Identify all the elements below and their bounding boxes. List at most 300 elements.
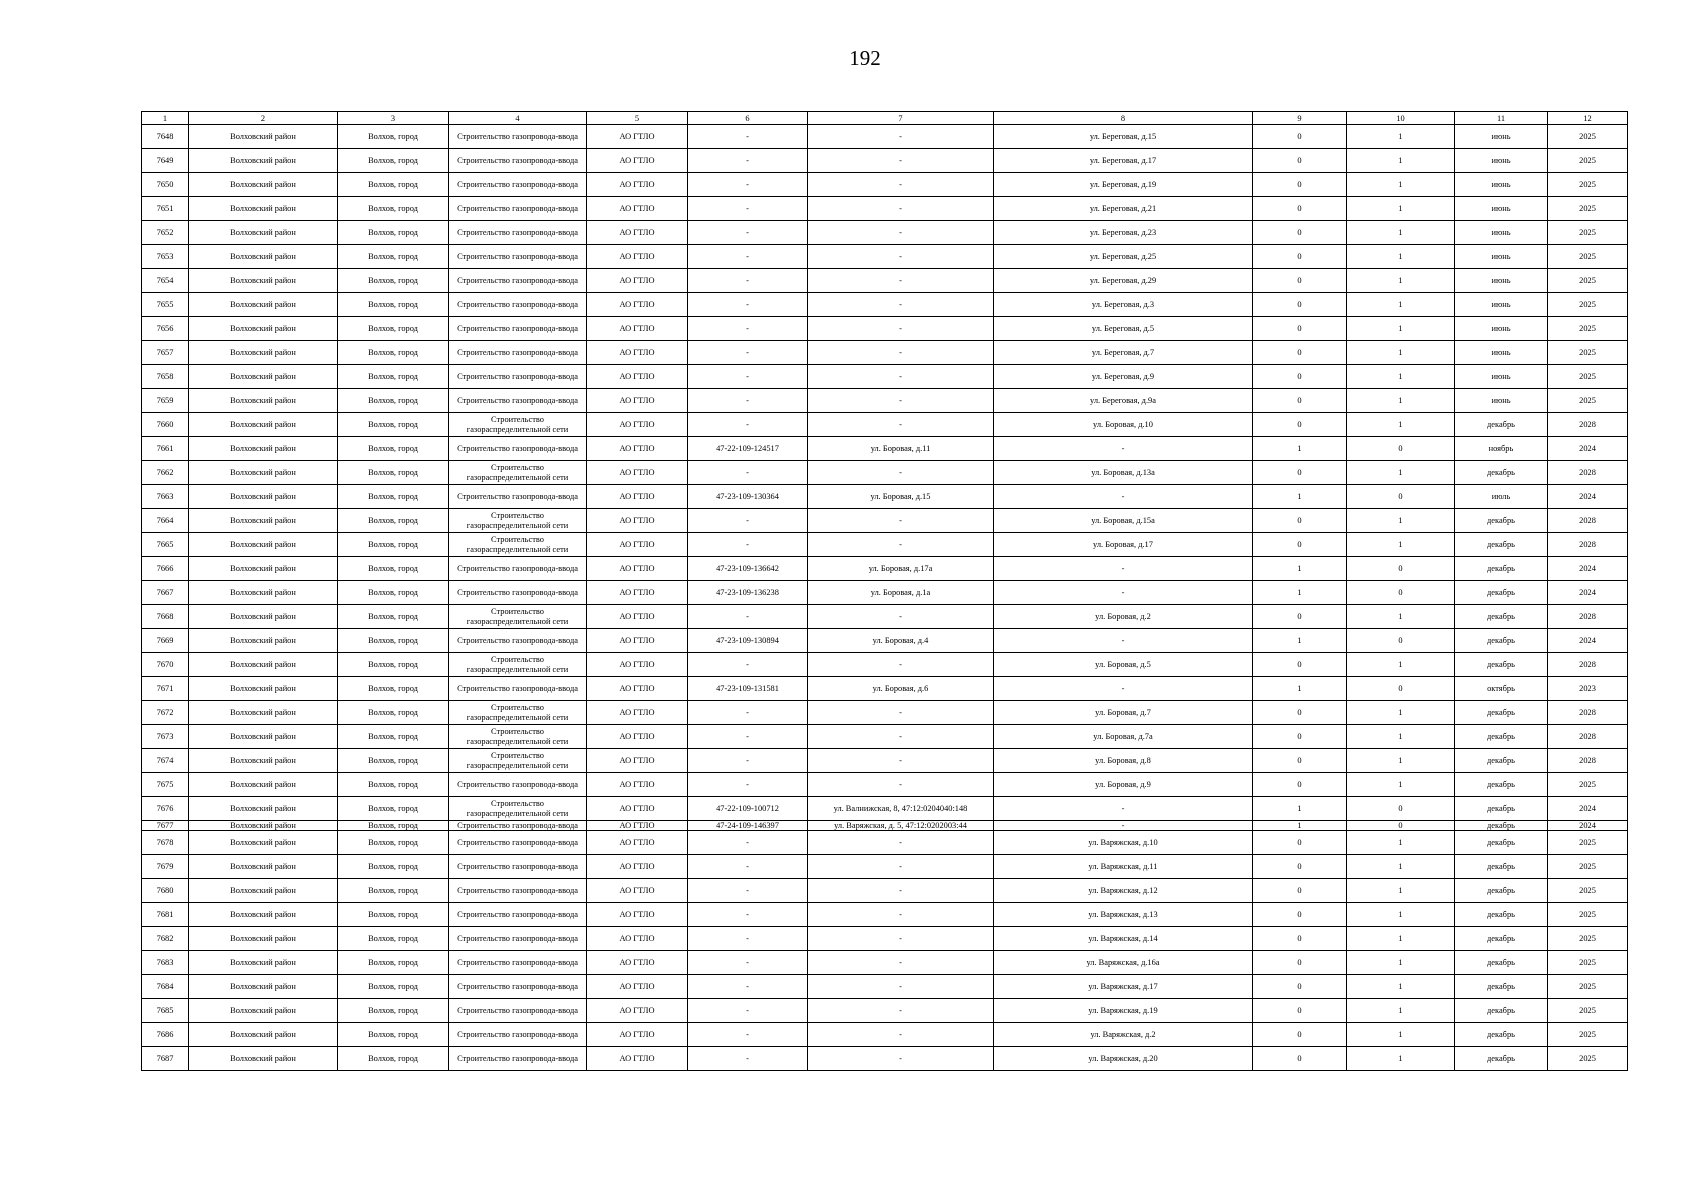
cell-row-number: 7648 (142, 125, 189, 149)
table-row (142, 173, 1628, 197)
cell-count-a: 1 (1253, 557, 1347, 581)
cell-row-number: 7653 (142, 245, 189, 269)
cell-month: июнь (1455, 317, 1548, 341)
table-row (142, 701, 1628, 725)
cell-count-a: 0 (1253, 461, 1347, 485)
cell-count-a: 0 (1253, 701, 1347, 725)
cell-row-number: 7650 (142, 173, 189, 197)
cell-settlement: Волхов, город (338, 653, 449, 677)
cell-year: 2028 (1548, 413, 1628, 437)
cell-permit-number: - (688, 927, 808, 951)
cell-settlement: Волхов, город (338, 1047, 449, 1071)
cell-settlement: Волхов, город (338, 413, 449, 437)
cell-count-b: 1 (1347, 975, 1455, 999)
cell-count-a: 0 (1253, 509, 1347, 533)
cell-address: ул. Варяжская, д.2 (994, 1023, 1253, 1047)
cell-count-a: 0 (1253, 269, 1347, 293)
cell-work-type: Строительство газопровода-ввода (449, 629, 587, 653)
cell-settlement: Волхов, город (338, 773, 449, 797)
cell-year: 2025 (1548, 293, 1628, 317)
cell-row-number: 7674 (142, 749, 189, 773)
cell-permit-number: - (688, 605, 808, 629)
table-row (142, 927, 1628, 951)
table-row (142, 1047, 1628, 1071)
cell-month: декабрь (1455, 855, 1548, 879)
cell-year: 2025 (1548, 855, 1628, 879)
cell-row-number: 7663 (142, 485, 189, 509)
cell-year: 2024 (1548, 629, 1628, 653)
cell-district: Волховский район (189, 293, 338, 317)
cell-address: ул. Варяжская, д.19 (994, 999, 1253, 1023)
table-row (142, 821, 1628, 831)
table-row (142, 149, 1628, 173)
cell-permit-number: - (688, 701, 808, 725)
cell-month: декабрь (1455, 831, 1548, 855)
cell-object-address: ул. Валнижская, 8, 47:12:0204040:148 (808, 797, 994, 821)
cell-object-address: - (808, 999, 994, 1023)
cell-address: ул. Варяжская, д.20 (994, 1047, 1253, 1071)
cell-district: Волховский район (189, 173, 338, 197)
cell-permit-number: - (688, 855, 808, 879)
cell-permit-number: - (688, 293, 808, 317)
column-header: 3 (338, 112, 449, 125)
cell-count-b: 0 (1347, 437, 1455, 461)
cell-address: - (994, 629, 1253, 653)
cell-count-b: 1 (1347, 725, 1455, 749)
cell-district: Волховский район (189, 879, 338, 903)
cell-address: ул. Береговая, д.7 (994, 341, 1253, 365)
cell-settlement: Волхов, город (338, 245, 449, 269)
cell-month: декабрь (1455, 629, 1548, 653)
cell-count-b: 1 (1347, 605, 1455, 629)
cell-permit-number: - (688, 317, 808, 341)
cell-organization: АО ГТЛО (587, 197, 688, 221)
table-row (142, 725, 1628, 749)
cell-row-number: 7656 (142, 317, 189, 341)
cell-row-number: 7672 (142, 701, 189, 725)
table-row (142, 677, 1628, 701)
cell-organization: АО ГТЛО (587, 461, 688, 485)
cell-district: Волховский район (189, 413, 338, 437)
cell-row-number: 7654 (142, 269, 189, 293)
cell-count-b: 1 (1347, 317, 1455, 341)
cell-permit-number: - (688, 999, 808, 1023)
cell-address: - (994, 437, 1253, 461)
cell-count-a: 0 (1253, 365, 1347, 389)
cell-year: 2025 (1548, 999, 1628, 1023)
cell-permit-number: - (688, 413, 808, 437)
cell-organization: АО ГТЛО (587, 485, 688, 509)
cell-district: Волховский район (189, 1047, 338, 1071)
cell-organization: АО ГТЛО (587, 831, 688, 855)
cell-month: декабрь (1455, 821, 1548, 831)
cell-district: Волховский район (189, 653, 338, 677)
cell-object-address: - (808, 293, 994, 317)
cell-organization: АО ГТЛО (587, 413, 688, 437)
cell-district: Волховский район (189, 725, 338, 749)
cell-address: ул. Боровая, д.2 (994, 605, 1253, 629)
cell-district: Волховский район (189, 197, 338, 221)
cell-count-a: 0 (1253, 1023, 1347, 1047)
cell-count-a: 1 (1253, 677, 1347, 701)
cell-work-type: Строительство газопровода-ввода (449, 951, 587, 975)
cell-organization: АО ГТЛО (587, 581, 688, 605)
cell-permit-number: - (688, 245, 808, 269)
cell-work-type: Строительство газораспределительной сети (449, 797, 587, 821)
cell-work-type: Строительство газораспределительной сети (449, 749, 587, 773)
cell-count-b: 1 (1347, 533, 1455, 557)
cell-work-type: Строительство газораспределительной сети (449, 701, 587, 725)
cell-object-address: ул. Боровая, д.15 (808, 485, 994, 509)
cell-row-number: 7664 (142, 509, 189, 533)
cell-year: 2025 (1548, 125, 1628, 149)
cell-object-address: - (808, 125, 994, 149)
cell-permit-number: - (688, 197, 808, 221)
cell-year: 2025 (1548, 221, 1628, 245)
cell-organization: АО ГТЛО (587, 173, 688, 197)
cell-row-number: 7660 (142, 413, 189, 437)
cell-organization: АО ГТЛО (587, 629, 688, 653)
cell-month: июнь (1455, 389, 1548, 413)
cell-month: июль (1455, 485, 1548, 509)
cell-work-type: Строительство газопровода-ввода (449, 317, 587, 341)
cell-object-address: - (808, 149, 994, 173)
cell-organization: АО ГТЛО (587, 951, 688, 975)
cell-object-address: - (808, 365, 994, 389)
cell-year: 2028 (1548, 605, 1628, 629)
cell-row-number: 7666 (142, 557, 189, 581)
cell-count-a: 0 (1253, 1047, 1347, 1071)
table-row (142, 245, 1628, 269)
cell-settlement: Волхов, город (338, 677, 449, 701)
cell-year: 2023 (1548, 677, 1628, 701)
cell-permit-number: - (688, 831, 808, 855)
table-row (142, 629, 1628, 653)
cell-count-b: 0 (1347, 485, 1455, 509)
cell-count-b: 1 (1347, 269, 1455, 293)
cell-settlement: Волхов, город (338, 149, 449, 173)
cell-year: 2025 (1548, 879, 1628, 903)
cell-settlement: Волхов, город (338, 197, 449, 221)
cell-year: 2025 (1548, 951, 1628, 975)
cell-settlement: Волхов, город (338, 903, 449, 927)
cell-permit-number: - (688, 903, 808, 927)
cell-permit-number: - (688, 725, 808, 749)
cell-month: декабрь (1455, 903, 1548, 927)
cell-count-a: 0 (1253, 975, 1347, 999)
cell-settlement: Волхов, город (338, 461, 449, 485)
cell-count-b: 1 (1347, 221, 1455, 245)
cell-permit-number: - (688, 365, 808, 389)
registry-table (141, 111, 1628, 1071)
cell-settlement: Волхов, город (338, 317, 449, 341)
cell-row-number: 7679 (142, 855, 189, 879)
cell-month: декабрь (1455, 461, 1548, 485)
cell-district: Волховский район (189, 317, 338, 341)
cell-district: Волховский район (189, 951, 338, 975)
cell-row-number: 7678 (142, 831, 189, 855)
table-row (142, 879, 1628, 903)
cell-count-a: 0 (1253, 173, 1347, 197)
cell-permit-number: 47-23-109-130894 (688, 629, 808, 653)
cell-permit-number: - (688, 1047, 808, 1071)
cell-count-b: 1 (1347, 903, 1455, 927)
cell-year: 2025 (1548, 903, 1628, 927)
cell-month: июнь (1455, 341, 1548, 365)
cell-settlement: Волхов, город (338, 855, 449, 879)
cell-work-type: Строительство газораспределительной сети (449, 461, 587, 485)
cell-row-number: 7659 (142, 389, 189, 413)
cell-organization: АО ГТЛО (587, 879, 688, 903)
cell-organization: АО ГТЛО (587, 1023, 688, 1047)
cell-month: декабрь (1455, 653, 1548, 677)
cell-count-b: 1 (1347, 749, 1455, 773)
cell-object-address: - (808, 831, 994, 855)
table-row (142, 1023, 1628, 1047)
cell-district: Волховский район (189, 999, 338, 1023)
cell-settlement: Волхов, город (338, 341, 449, 365)
cell-object-address: - (808, 773, 994, 797)
cell-object-address: - (808, 749, 994, 773)
cell-organization: АО ГТЛО (587, 293, 688, 317)
cell-month: декабрь (1455, 413, 1548, 437)
cell-count-b: 1 (1347, 831, 1455, 855)
cell-month: декабрь (1455, 509, 1548, 533)
header-row (142, 112, 1628, 125)
cell-year: 2028 (1548, 701, 1628, 725)
cell-count-a: 1 (1253, 797, 1347, 821)
cell-year: 2025 (1548, 341, 1628, 365)
cell-address: ул. Боровая, д.17 (994, 533, 1253, 557)
column-header: 8 (994, 112, 1253, 125)
cell-district: Волховский район (189, 605, 338, 629)
cell-organization: АО ГТЛО (587, 437, 688, 461)
cell-settlement: Волхов, город (338, 831, 449, 855)
cell-month: декабрь (1455, 999, 1548, 1023)
cell-settlement: Волхов, город (338, 701, 449, 725)
cell-year: 2028 (1548, 461, 1628, 485)
cell-count-a: 0 (1253, 341, 1347, 365)
cell-settlement: Волхов, город (338, 821, 449, 831)
cell-count-a: 0 (1253, 749, 1347, 773)
cell-row-number: 7681 (142, 903, 189, 927)
cell-permit-number: - (688, 269, 808, 293)
table-row (142, 485, 1628, 509)
table-row (142, 749, 1628, 773)
cell-month: июнь (1455, 245, 1548, 269)
cell-year: 2025 (1548, 1047, 1628, 1071)
cell-count-a: 1 (1253, 821, 1347, 831)
cell-district: Волховский район (189, 749, 338, 773)
cell-month: ноябрь (1455, 437, 1548, 461)
cell-count-b: 1 (1347, 1047, 1455, 1071)
cell-count-a: 0 (1253, 197, 1347, 221)
cell-work-type: Строительство газопровода-ввода (449, 773, 587, 797)
cell-district: Волховский район (189, 855, 338, 879)
cell-month: декабрь (1455, 879, 1548, 903)
cell-work-type: Строительство газораспределительной сети (449, 653, 587, 677)
cell-count-b: 1 (1347, 461, 1455, 485)
cell-count-a: 1 (1253, 629, 1347, 653)
cell-object-address: - (808, 653, 994, 677)
cell-organization: АО ГТЛО (587, 725, 688, 749)
cell-settlement: Волхов, город (338, 581, 449, 605)
cell-object-address: - (808, 461, 994, 485)
cell-year: 2025 (1548, 927, 1628, 951)
cell-settlement: Волхов, город (338, 293, 449, 317)
cell-work-type: Строительство газопровода-ввода (449, 903, 587, 927)
cell-object-address: - (808, 413, 994, 437)
cell-object-address: ул. Боровая, д.6 (808, 677, 994, 701)
cell-row-number: 7668 (142, 605, 189, 629)
cell-count-b: 1 (1347, 701, 1455, 725)
cell-permit-number: - (688, 975, 808, 999)
cell-count-a: 0 (1253, 999, 1347, 1023)
table-row (142, 797, 1628, 821)
cell-object-address: ул. Боровая, д.4 (808, 629, 994, 653)
cell-year: 2025 (1548, 773, 1628, 797)
cell-work-type: Строительство газораспределительной сети (449, 509, 587, 533)
table-row (142, 533, 1628, 557)
cell-year: 2028 (1548, 653, 1628, 677)
cell-row-number: 7655 (142, 293, 189, 317)
cell-work-type: Строительство газопровода-ввода (449, 677, 587, 701)
cell-address: ул. Береговая, д.3 (994, 293, 1253, 317)
cell-address: ул. Береговая, д.23 (994, 221, 1253, 245)
cell-year: 2024 (1548, 437, 1628, 461)
cell-count-a: 0 (1253, 533, 1347, 557)
cell-object-address: - (808, 855, 994, 879)
cell-organization: АО ГТЛО (587, 245, 688, 269)
column-header: 2 (189, 112, 338, 125)
cell-settlement: Волхов, город (338, 125, 449, 149)
cell-settlement: Волхов, город (338, 975, 449, 999)
table-row (142, 221, 1628, 245)
cell-count-b: 1 (1347, 879, 1455, 903)
cell-row-number: 7665 (142, 533, 189, 557)
cell-row-number: 7658 (142, 365, 189, 389)
cell-count-a: 0 (1253, 903, 1347, 927)
table-row (142, 605, 1628, 629)
cell-count-b: 0 (1347, 581, 1455, 605)
cell-year: 2028 (1548, 749, 1628, 773)
table-row (142, 125, 1628, 149)
cell-year: 2024 (1548, 485, 1628, 509)
cell-object-address: - (808, 927, 994, 951)
table-row (142, 461, 1628, 485)
table-row (142, 999, 1628, 1023)
cell-address: ул. Береговая, д.17 (994, 149, 1253, 173)
cell-settlement: Волхов, город (338, 485, 449, 509)
cell-count-a: 0 (1253, 831, 1347, 855)
cell-permit-number: - (688, 173, 808, 197)
cell-object-address: - (808, 951, 994, 975)
table-row (142, 557, 1628, 581)
cell-work-type: Строительство газопровода-ввода (449, 173, 587, 197)
cell-year: 2024 (1548, 557, 1628, 581)
cell-count-b: 1 (1347, 149, 1455, 173)
cell-address: ул. Береговая, д.15 (994, 125, 1253, 149)
table-row (142, 903, 1628, 927)
cell-district: Волховский район (189, 245, 338, 269)
cell-district: Волховский район (189, 437, 338, 461)
cell-month: декабрь (1455, 701, 1548, 725)
column-header: 5 (587, 112, 688, 125)
cell-count-b: 1 (1347, 1023, 1455, 1047)
cell-row-number: 7675 (142, 773, 189, 797)
cell-permit-number: - (688, 951, 808, 975)
cell-row-number: 7662 (142, 461, 189, 485)
cell-organization: АО ГТЛО (587, 125, 688, 149)
cell-address: ул. Береговая, д.21 (994, 197, 1253, 221)
cell-object-address: ул. Варяжская, д. 5, 47:12:0202003:44 (808, 821, 994, 831)
cell-month: декабрь (1455, 951, 1548, 975)
cell-work-type: Строительство газопровода-ввода (449, 879, 587, 903)
cell-settlement: Волхов, город (338, 437, 449, 461)
cell-month: декабрь (1455, 749, 1548, 773)
cell-work-type: Строительство газопровода-ввода (449, 341, 587, 365)
cell-count-a: 0 (1253, 951, 1347, 975)
cell-count-b: 1 (1347, 197, 1455, 221)
cell-row-number: 7680 (142, 879, 189, 903)
cell-object-address: - (808, 701, 994, 725)
cell-object-address: - (808, 389, 994, 413)
cell-district: Волховский район (189, 821, 338, 831)
cell-organization: АО ГТЛО (587, 677, 688, 701)
cell-address: - (994, 821, 1253, 831)
cell-object-address: - (808, 173, 994, 197)
cell-row-number: 7670 (142, 653, 189, 677)
cell-count-b: 0 (1347, 629, 1455, 653)
cell-year: 2024 (1548, 797, 1628, 821)
cell-settlement: Волхов, город (338, 173, 449, 197)
cell-address: ул. Боровая, д.5 (994, 653, 1253, 677)
cell-district: Волховский район (189, 903, 338, 927)
cell-count-b: 1 (1347, 999, 1455, 1023)
cell-count-b: 1 (1347, 125, 1455, 149)
cell-row-number: 7651 (142, 197, 189, 221)
cell-month: июнь (1455, 365, 1548, 389)
cell-object-address: - (808, 533, 994, 557)
table-row (142, 855, 1628, 879)
cell-settlement: Волхов, город (338, 879, 449, 903)
cell-permit-number: 47-24-109-146397 (688, 821, 808, 831)
cell-work-type: Строительство газопровода-ввода (449, 437, 587, 461)
cell-organization: АО ГТЛО (587, 509, 688, 533)
cell-count-b: 1 (1347, 855, 1455, 879)
cell-object-address: - (808, 1047, 994, 1071)
table-row (142, 389, 1628, 413)
cell-object-address: - (808, 879, 994, 903)
table-row (142, 269, 1628, 293)
cell-year: 2025 (1548, 245, 1628, 269)
cell-address: - (994, 677, 1253, 701)
cell-work-type: Строительство газораспределительной сети (449, 605, 587, 629)
cell-year: 2025 (1548, 197, 1628, 221)
cell-year: 2025 (1548, 317, 1628, 341)
cell-count-b: 1 (1347, 509, 1455, 533)
cell-permit-number: - (688, 653, 808, 677)
cell-address: ул. Варяжская, д.12 (994, 879, 1253, 903)
cell-row-number: 7687 (142, 1047, 189, 1071)
table-row (142, 653, 1628, 677)
cell-organization: АО ГТЛО (587, 653, 688, 677)
cell-organization: АО ГТЛО (587, 927, 688, 951)
cell-permit-number: 47-23-109-130364 (688, 485, 808, 509)
cell-count-b: 1 (1347, 341, 1455, 365)
cell-work-type: Строительство газопровода-ввода (449, 821, 587, 831)
cell-count-a: 0 (1253, 855, 1347, 879)
